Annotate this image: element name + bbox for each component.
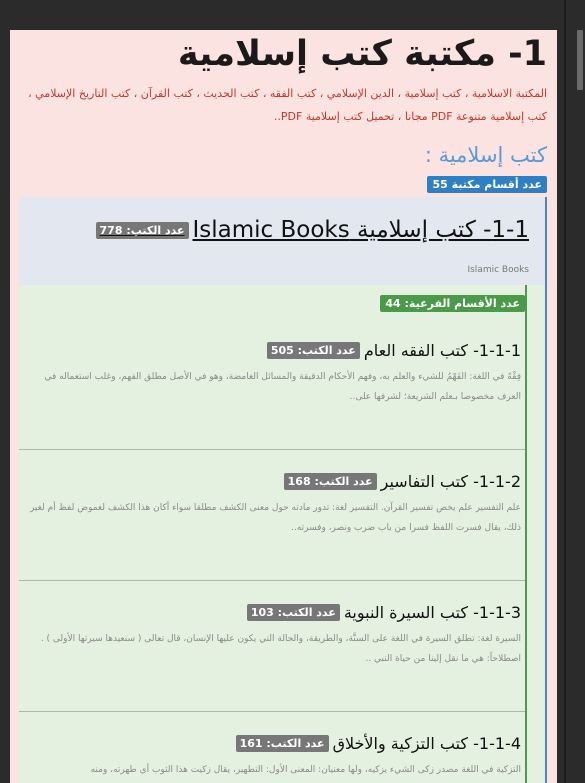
item-title-link[interactable] — [236, 734, 521, 753]
list-item — [19, 450, 525, 581]
category-subtitle: Islamic Books — [467, 265, 529, 275]
scrollbar-thumb[interactable] — [577, 30, 583, 90]
item-books-count-badge: عدد الكتب: 103 — [247, 604, 340, 621]
library-page — [10, 30, 557, 783]
subcategory-panel — [19, 285, 545, 783]
item-description: علم التفسير علم يخص تفسير القرآن. التفسير لغة: تدور مادته حول معنى الكشف مطلقا سواء أكان هذا الكشف لغموض لفظ أم لغير ذلك، يقال فسرت اللفظ فسرا من باب ضرب ونصر، وفسرته.. — [29, 503, 521, 533]
scrollbar-divider — [564, 0, 566, 783]
page-title: 1- مكتبة كتب إسلامية — [177, 34, 547, 74]
item-books-count-badge: عدد الكتب: 505 — [267, 342, 360, 359]
item-books-count-badge: عدد الكتب: 161 — [236, 735, 329, 752]
item-title-text[interactable]: 1-1-1- كتب الفقه العام — [363, 341, 521, 360]
subcategory-count-badge: عدد الأقسام الفرعية: 44 — [380, 295, 525, 312]
subcategory-list — [19, 319, 525, 783]
item-description: فِقْهٌ في اللغة: الفَهْمُ للشيء والعلم به، وفهم الأحكام الدقيقة والمسائل الغامضة، وهو في الأصل مطلق الفهم، وغلب استعماله في العرف مخصوصا بـعلم الشريعة؛ لشرفها على.. — [44, 372, 521, 402]
category-books-count-badge: عدد الكتب: 778 — [96, 222, 189, 239]
item-title-text[interactable]: 1-1-3- كتب السيرة النبوية — [343, 603, 521, 622]
item-description: التزكية في اللغة مصدر زكى الشيء يزكيه، ولها معنيان: المعنى الأول: التطهير، يقال زكيت هذا الثوب أي طهرته، ومنه — [90, 765, 521, 775]
list-item — [19, 581, 525, 712]
category-header — [19, 197, 545, 285]
item-title-link[interactable] — [247, 603, 521, 622]
section-title[interactable]: كتب إسلامية : — [424, 143, 547, 167]
item-title-text[interactable]: 1-1-4- كتب التزكية والأخلاق — [332, 734, 521, 753]
item-title-link[interactable] — [284, 472, 521, 491]
item-books-count-badge: عدد الكتب: 168 — [284, 473, 377, 490]
item-description: السيرة لغة: تطلق السيرة في اللغة على السنَّة، والطريقة، والحالة التي يكون عليها الإنسان، قال تعالى ( سنعيدها سيرتها الأولى ) . اصطلاحاً: هي ما نقل إلينا من حياة النبي .. — [40, 634, 521, 664]
category-title-text[interactable]: 1-1- كتب إسلامية Islamic Books — [192, 217, 529, 243]
library-intro-text: المكتبة الاسلامية ، كتب إسلامية ، الدين الإسلامي ، كتب الفقه ، كتب الحديث ، كتب القرآن ، كتب التاريخ الإسلامي ، كتب إسلامية متنوعة PDF مجانا ، تحميل كتب إسلامية PDF.. — [28, 87, 547, 123]
window-left-edge — [0, 0, 10, 783]
item-title-link[interactable] — [267, 341, 521, 360]
list-item — [19, 319, 525, 450]
category-block — [19, 197, 547, 783]
item-title-text[interactable]: 1-1-2- كتب التفاسير — [380, 472, 521, 491]
subcategory-accent-line — [525, 285, 527, 783]
list-item — [19, 712, 525, 783]
section-count-badge: عدد أقسام مكتبة 55 — [427, 176, 547, 193]
scrollbar-track[interactable] — [557, 0, 585, 783]
category-title-link[interactable] — [96, 217, 529, 243]
